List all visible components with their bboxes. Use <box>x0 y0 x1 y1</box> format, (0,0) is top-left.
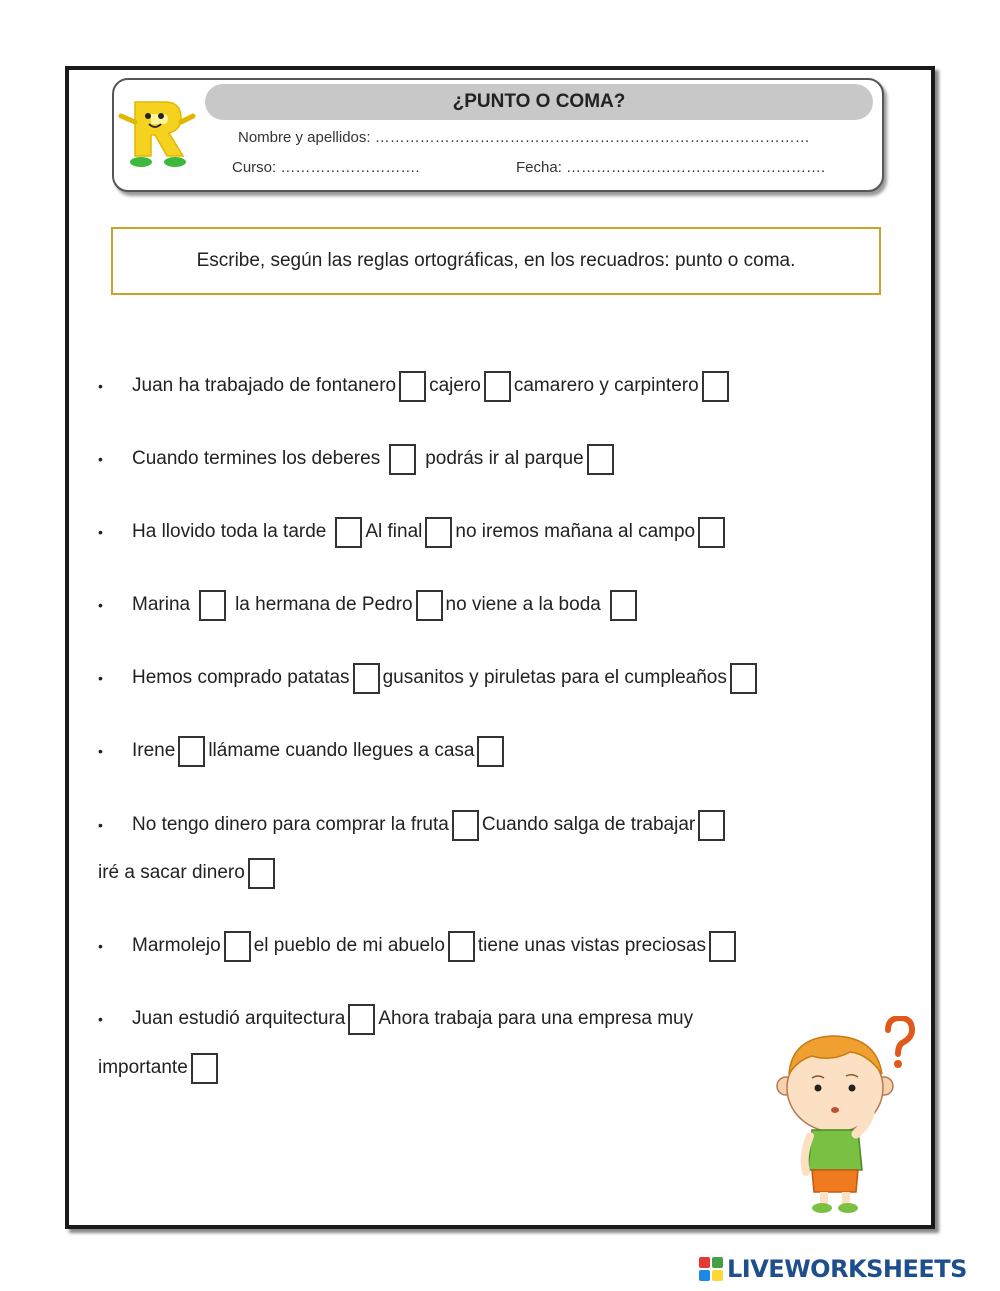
liveworksheets-logo-icon <box>698 1256 724 1282</box>
exercise-line-7-continued <box>98 855 278 891</box>
answer-box[interactable] <box>452 810 479 841</box>
sentence-text: no iremos mañana al campo <box>455 521 696 542</box>
bullet: • <box>98 524 103 540</box>
answer-box[interactable] <box>448 931 475 962</box>
exercise-line-7 <box>98 807 728 843</box>
answer-box[interactable] <box>399 371 426 402</box>
answer-box[interactable] <box>348 1004 375 1035</box>
answer-box[interactable] <box>389 444 416 475</box>
answer-box[interactable] <box>178 736 205 767</box>
answer-box[interactable] <box>587 444 614 475</box>
exercise-line-6 <box>98 733 507 769</box>
name-field[interactable]: Nombre y apellidos: …………………………………………………………………………… <box>238 129 810 146</box>
bullet: • <box>98 1011 103 1027</box>
exercise-line-3 <box>98 514 728 550</box>
sentence-text: Cuando salga de trabajar <box>481 814 696 835</box>
sentence-text: Al final <box>365 521 423 542</box>
bullet: • <box>98 378 103 394</box>
bullet: • <box>98 743 103 759</box>
exercise-line-4 <box>98 587 640 623</box>
answer-box[interactable] <box>191 1053 218 1084</box>
sentence-text: Hemos comprado patatas <box>132 667 350 688</box>
sentence-text: Juan ha trabajado de fontanero <box>132 375 397 396</box>
sentence-text: el pueblo de mi abuelo <box>253 935 445 956</box>
letter-r-mascot-icon <box>115 96 197 172</box>
exercise-line-5 <box>98 660 760 696</box>
sentence-text: importante <box>98 1057 188 1078</box>
bullet: • <box>98 597 103 613</box>
sentence-text: Marmolejo <box>132 935 221 956</box>
answer-box[interactable] <box>425 517 452 548</box>
page-title: ¿PUNTO O COMA? <box>205 84 873 120</box>
answer-box[interactable] <box>353 663 380 694</box>
sentence-text: gusanitos y piruletas para el cumpleaños <box>382 667 727 688</box>
sentence-text: iré a sacar dinero <box>98 862 245 883</box>
sentence-text: No tengo dinero para comprar la fruta <box>132 814 449 835</box>
answer-box[interactable] <box>335 517 362 548</box>
answer-box[interactable] <box>709 931 736 962</box>
answer-box[interactable] <box>199 590 226 621</box>
instruction-text: Escribe, según las reglas ortográficas, en los recuadros: punto o coma. <box>196 250 796 271</box>
bullet: • <box>98 817 103 833</box>
exercise-line-8 <box>98 928 739 964</box>
sentence-text: llámame cuando llegues a casa <box>208 740 475 761</box>
answer-box[interactable] <box>484 371 511 402</box>
brand-name: LIVEWORKSHEETS <box>727 1255 967 1283</box>
sentence-text: Marina <box>132 594 191 615</box>
answer-box[interactable] <box>224 931 251 962</box>
sentence-text: podrás ir al parque <box>425 448 584 469</box>
bullet: • <box>98 670 103 686</box>
answer-box[interactable] <box>610 590 637 621</box>
sentence-text: Juan estudió arquitectura <box>132 1008 346 1029</box>
sentence-text: no viene a la boda <box>445 594 601 615</box>
sentence-text: cajero <box>429 375 481 396</box>
sentence-text: Ha llovido toda la tarde <box>132 521 327 542</box>
thinking-child-icon <box>772 1016 920 1216</box>
bullet: • <box>98 451 103 467</box>
sentence-text: camarero y carpintero <box>513 375 699 396</box>
sentence-text: la hermana de Pedro <box>235 594 413 615</box>
sentence-text: Irene <box>132 740 176 761</box>
answer-box[interactable] <box>477 736 504 767</box>
answer-box[interactable] <box>702 371 729 402</box>
answer-box[interactable] <box>698 517 725 548</box>
exercise-line-9 <box>98 1001 693 1037</box>
sentence-text: tiene unas vistas preciosas <box>477 935 707 956</box>
date-field[interactable]: Fecha: ……………………………………………. <box>516 159 826 176</box>
exercise-line-1 <box>98 368 732 404</box>
answer-box[interactable] <box>730 663 757 694</box>
answer-box[interactable] <box>698 810 725 841</box>
brand-logo <box>698 1254 967 1284</box>
sentence-text: Ahora trabaja para una empresa muy <box>378 1008 694 1029</box>
answer-box[interactable] <box>416 590 443 621</box>
sentence-text: Cuando termines los deberes <box>132 448 381 469</box>
bullet: • <box>98 938 103 954</box>
course-field[interactable]: Curso: ………………………. <box>232 159 420 176</box>
exercise-line-9-continued <box>98 1050 221 1086</box>
instruction-box <box>111 227 881 295</box>
answer-box[interactable] <box>248 858 275 889</box>
exercise-line-2 <box>98 441 617 477</box>
